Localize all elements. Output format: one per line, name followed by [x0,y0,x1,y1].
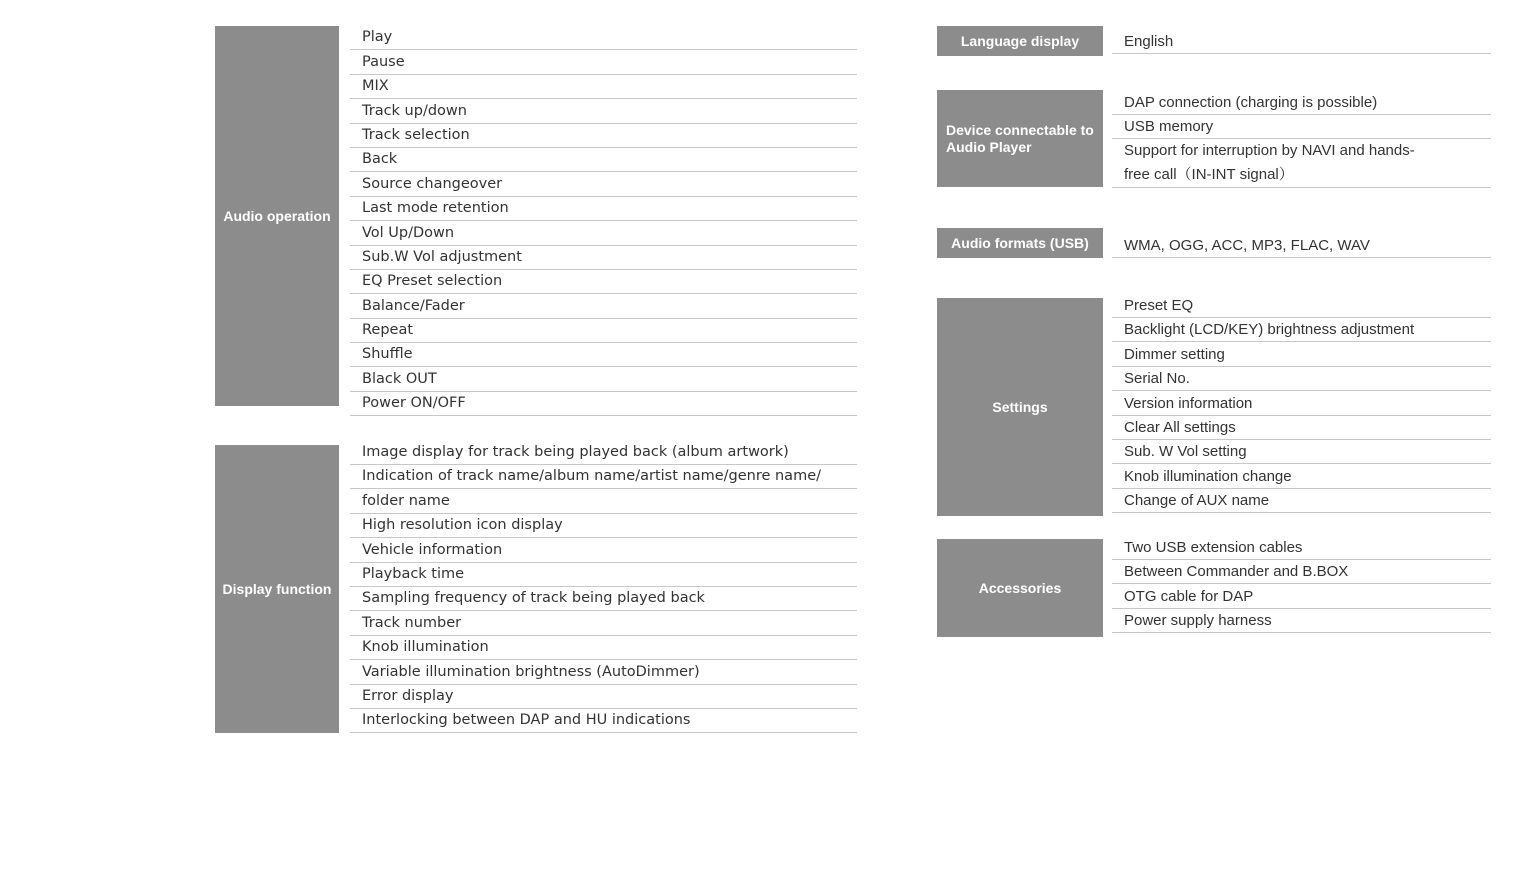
list-item: Shuffle [350,343,857,367]
list-item: WMA, OGG, ACC, MP3, FLAC, WAV [1112,228,1491,258]
list-item: EQ Preset selection [350,270,857,294]
audio-formats-label: Audio formats (USB) [937,228,1103,258]
audio-formats-section [937,228,1491,258]
audio-operation-list [350,26,857,416]
accessories-list [1112,539,1491,633]
list-item: Track number [350,611,857,635]
list-item: Pause [350,50,857,74]
list-item: Version information [1112,391,1491,415]
list-item: Track selection [350,124,857,148]
accessories-section [937,539,1491,637]
list-item: Sub.W Vol adjustment [350,246,857,270]
list-item: Change of AUX name [1112,489,1491,513]
list-item: Playback time [350,563,857,587]
language-display-label: Language display [937,26,1103,56]
list-item: High resolution icon display [350,514,857,538]
list-item: Balance/Fader [350,294,857,318]
display-function-section [215,445,857,735]
device-connectable-label: Device connectable to Audio Player [937,90,1103,187]
list-item: Indication of track name/album name/artist name/genre name/ [350,465,857,489]
list-item: Image display for track being played back (album artwork) [350,445,857,465]
list-item: Support for interruption by NAVI and hands-free call（IN-INT signal） [1112,139,1491,188]
list-item: Backlight (LCD/KEY) brightness adjustment [1112,318,1491,342]
list-item: Between Commander and B.BOX [1112,560,1491,584]
list-item: Play [350,26,857,50]
language-display-section [937,26,1491,56]
audio-formats-list [1112,228,1491,258]
list-item: Power supply harness [1112,609,1491,633]
list-item: MIX [350,75,857,99]
list-item: Last mode retention [350,197,857,221]
list-item: Power ON/OFF [350,392,857,416]
list-item: Vol Up/Down [350,221,857,245]
list-item: Serial No. [1112,367,1491,391]
settings-list [1112,298,1491,513]
list-item: Sampling frequency of track being played back [350,587,857,611]
list-item: USB memory [1112,115,1491,139]
list-item: Interlocking between DAP and HU indications [350,709,857,733]
list-item: Clear All settings [1112,416,1491,440]
list-item: English [1112,26,1491,54]
audio-operation-label: Audio operation [215,26,339,406]
list-item: Two USB extension cables [1112,539,1491,560]
device-connectable-section [937,90,1491,189]
list-item: Knob illumination change [1112,464,1491,488]
list-item: OTG cable for DAP [1112,584,1491,608]
list-item: Black OUT [350,367,857,391]
settings-section [937,298,1491,516]
list-item: folder name [350,489,857,513]
list-item: Knob illumination [350,636,857,660]
language-display-list [1112,26,1491,54]
list-item: Source changeover [350,172,857,196]
list-item: Variable illumination brightness (AutoDimmer) [350,660,857,684]
list-item: Vehicle information [350,538,857,562]
list-item: Sub. W Vol setting [1112,440,1491,464]
list-item: Dimmer setting [1112,342,1491,366]
audio-operation-section [215,26,857,412]
settings-label: Settings [937,298,1103,516]
list-item: Preset EQ [1112,298,1491,318]
list-item: Back [350,148,857,172]
accessories-label: Accessories [937,539,1103,637]
list-item: Repeat [350,319,857,343]
display-function-label: Display function [215,445,339,733]
list-item: Track up/down [350,99,857,123]
device-connectable-list [1112,90,1491,188]
display-function-list [350,445,857,733]
list-item: DAP connection (charging is possible) [1112,90,1491,115]
list-item: Error display [350,685,857,709]
